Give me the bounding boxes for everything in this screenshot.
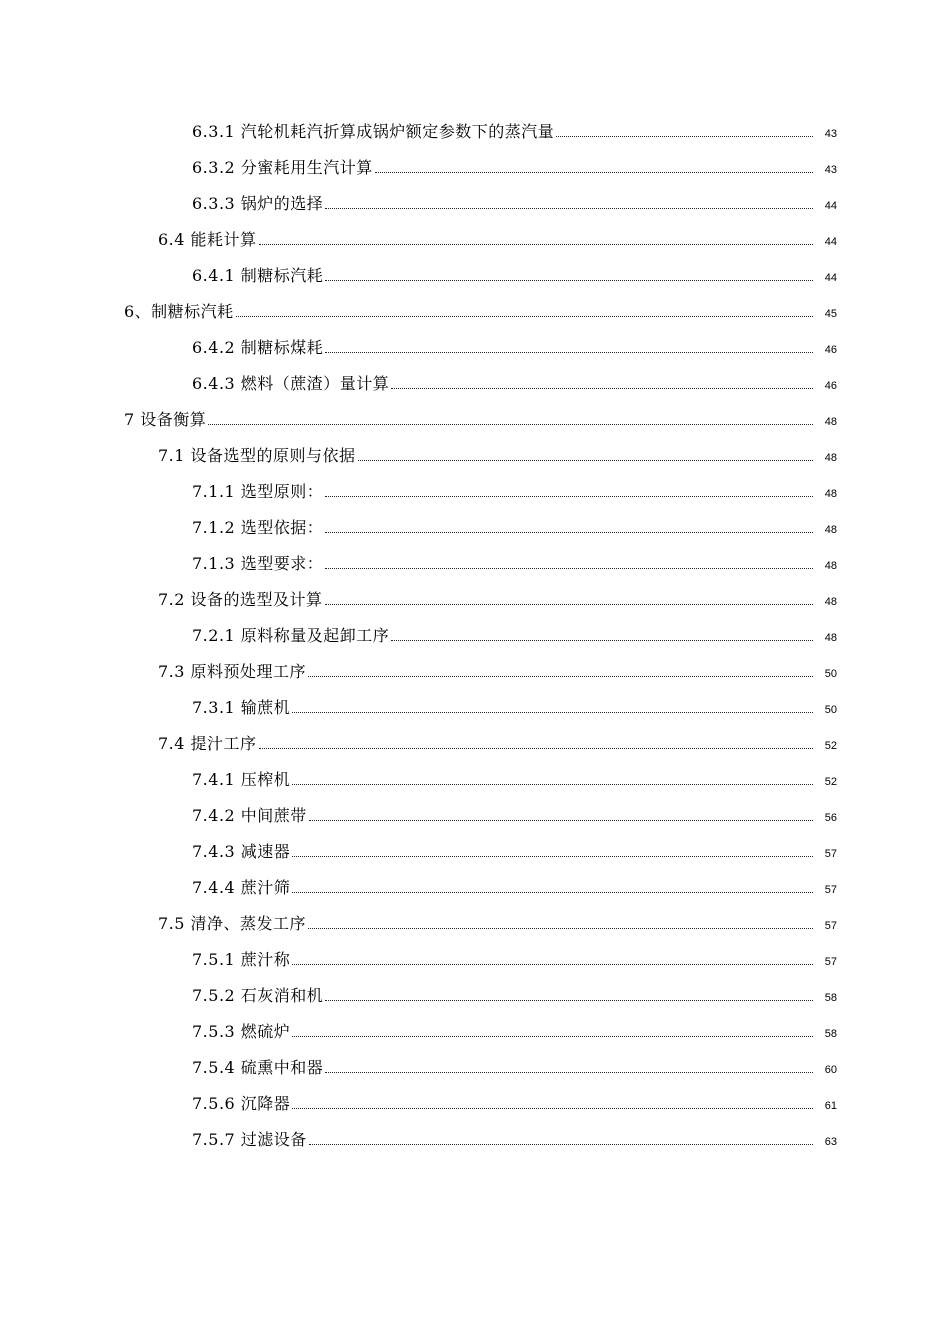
toc-entry-page: 56 <box>824 812 837 824</box>
dot-leader <box>325 532 813 533</box>
toc-entry-page: 50 <box>824 668 837 680</box>
toc-entry-page: 57 <box>824 920 837 932</box>
toc-entry[interactable] <box>0 184 950 220</box>
dot-leader <box>308 928 813 929</box>
toc-entry-page: 61 <box>824 1100 837 1112</box>
dot-leader <box>292 856 813 857</box>
toc-entry-title: 7.5.7 过滤设备 <box>192 1129 307 1149</box>
toc-entry[interactable] <box>0 904 950 940</box>
toc-entry-page: 58 <box>824 1028 837 1040</box>
dot-leader <box>259 244 813 245</box>
toc-entry-page: 48 <box>824 632 837 644</box>
toc-entry-title: 6.4.3 燃料（蔗渣）量计算 <box>192 373 390 393</box>
toc-entry[interactable] <box>0 472 950 508</box>
dot-leader <box>325 1000 813 1001</box>
dot-leader <box>325 1072 813 1073</box>
toc-entry-page: 45 <box>824 308 837 320</box>
toc-entry-title: 7.2 设备的选型及计算 <box>158 589 323 609</box>
dot-leader <box>208 424 813 425</box>
toc-entry-page: 58 <box>824 992 837 1004</box>
dot-leader <box>325 604 813 605</box>
dot-leader <box>292 712 813 713</box>
toc-entry-title: 7.1.2 选型依据： <box>192 517 324 537</box>
toc-entry[interactable] <box>0 544 950 580</box>
toc-entry[interactable] <box>0 292 950 328</box>
toc-entry-title: 7.4.3 减速器 <box>192 841 291 861</box>
dot-leader <box>292 964 813 965</box>
toc-entry[interactable] <box>0 364 950 400</box>
toc-entry-page: 46 <box>824 344 837 356</box>
toc-entry-title: 7.5.6 沉降器 <box>192 1093 291 1113</box>
toc-entry-title: 6.4 能耗计算 <box>158 229 257 249</box>
toc-entry-title: 7.2.1 原料称量及起卸工序 <box>192 625 390 645</box>
dot-leader <box>292 892 813 893</box>
dot-leader <box>391 388 813 389</box>
toc-entry[interactable] <box>0 688 950 724</box>
toc-entry[interactable] <box>0 1120 950 1156</box>
dot-leader <box>259 748 813 749</box>
toc-entry-page: 48 <box>824 452 837 464</box>
dot-leader <box>556 136 813 137</box>
toc-entry-page: 48 <box>824 488 837 500</box>
dot-leader <box>325 280 813 281</box>
dot-leader <box>391 640 813 641</box>
dot-leader <box>292 784 813 785</box>
toc-entry-title: 7.4.4 蔗汁筛 <box>192 877 291 897</box>
toc-entry-page: 43 <box>824 164 837 176</box>
dot-leader <box>358 460 813 461</box>
toc-entry-page: 50 <box>824 704 837 716</box>
toc-entry-title: 7.3.1 输蔗机 <box>192 697 291 717</box>
dot-leader <box>325 496 813 497</box>
toc-entry[interactable] <box>0 436 950 472</box>
toc-entry-title: 7.5.4 硫熏中和器 <box>192 1057 324 1077</box>
toc-entry-page: 48 <box>824 416 837 428</box>
toc-entry-title: 7.1.3 选型要求： <box>192 553 324 573</box>
dot-leader <box>309 820 813 821</box>
toc-entry-page: 52 <box>824 776 837 788</box>
toc-entry[interactable] <box>0 256 950 292</box>
toc-entry[interactable] <box>0 976 950 1012</box>
dot-leader <box>325 208 813 209</box>
toc-entry-page: 57 <box>824 884 837 896</box>
toc-entry[interactable] <box>0 832 950 868</box>
toc-entry-title: 7.5 清净、蒸发工序 <box>158 913 307 933</box>
toc-entry-title: 6.4.1 制糖标汽耗 <box>192 265 324 285</box>
toc-entry[interactable] <box>0 148 950 184</box>
toc-entry-title: 6.3.1 汽轮机耗汽折算成锅炉额定参数下的蒸汽量 <box>192 121 555 141</box>
toc-entry[interactable] <box>0 796 950 832</box>
toc-entry-page: 48 <box>824 560 837 572</box>
toc-entry[interactable] <box>0 1012 950 1048</box>
toc-entry[interactable] <box>0 400 950 436</box>
toc-entry[interactable] <box>0 1084 950 1120</box>
toc-entry[interactable] <box>0 760 950 796</box>
dot-leader <box>308 676 813 677</box>
toc-entry[interactable] <box>0 112 950 148</box>
toc-entry[interactable] <box>0 616 950 652</box>
toc-entry-title: 6.3.3 锅炉的选择 <box>192 193 324 213</box>
toc-entry-page: 57 <box>824 848 837 860</box>
toc-entry[interactable] <box>0 652 950 688</box>
dot-leader <box>375 172 813 173</box>
toc-entry-title: 6、制糖标汽耗 <box>124 301 234 321</box>
table-of-contents <box>0 112 950 1156</box>
toc-entry-page: 46 <box>824 380 837 392</box>
toc-entry-page: 48 <box>824 524 837 536</box>
dot-leader <box>292 1036 813 1037</box>
toc-entry-page: 43 <box>824 128 837 140</box>
toc-entry-title: 7.4 提汁工序 <box>158 733 257 753</box>
toc-entry-title: 7.1.1 选型原则： <box>192 481 324 501</box>
toc-entry-page: 48 <box>824 596 837 608</box>
toc-entry-title: 7.3 原料预处理工序 <box>158 661 307 681</box>
dot-leader <box>309 1144 813 1145</box>
toc-entry-title: 7.5.1 蔗汁称 <box>192 949 291 969</box>
toc-entry-title: 7.1 设备选型的原则与依据 <box>158 445 356 465</box>
toc-entry[interactable] <box>0 328 950 364</box>
toc-entry[interactable] <box>0 1048 950 1084</box>
toc-entry-title: 7.5.2 石灰消和机 <box>192 985 324 1005</box>
toc-entry-page: 63 <box>824 1136 837 1148</box>
dot-leader <box>292 1108 813 1109</box>
toc-entry-title: 6.3.2 分蜜耗用生汽计算 <box>192 157 373 177</box>
toc-entry-page: 52 <box>824 740 837 752</box>
toc-entry-page: 44 <box>824 236 837 248</box>
toc-entry-title: 7.4.1 压榨机 <box>192 769 291 789</box>
toc-entry-title: 7 设备衡算 <box>124 409 207 429</box>
toc-entry-page: 44 <box>824 272 837 284</box>
toc-entry[interactable] <box>0 580 950 616</box>
toc-entry[interactable] <box>0 508 950 544</box>
toc-entry-title: 7.5.3 燃硫炉 <box>192 1021 291 1041</box>
dot-leader <box>325 568 813 569</box>
toc-entry-page: 60 <box>824 1064 837 1076</box>
toc-entry[interactable] <box>0 868 950 904</box>
dot-leader <box>325 352 813 353</box>
toc-entry-title: 7.4.2 中间蔗带 <box>192 805 307 825</box>
toc-entry-page: 44 <box>824 200 837 212</box>
dot-leader <box>236 316 813 317</box>
toc-entry-page: 57 <box>824 956 837 968</box>
toc-entry[interactable] <box>0 220 950 256</box>
toc-entry-title: 6.4.2 制糖标煤耗 <box>192 337 324 357</box>
toc-entry[interactable] <box>0 724 950 760</box>
toc-entry[interactable] <box>0 940 950 976</box>
